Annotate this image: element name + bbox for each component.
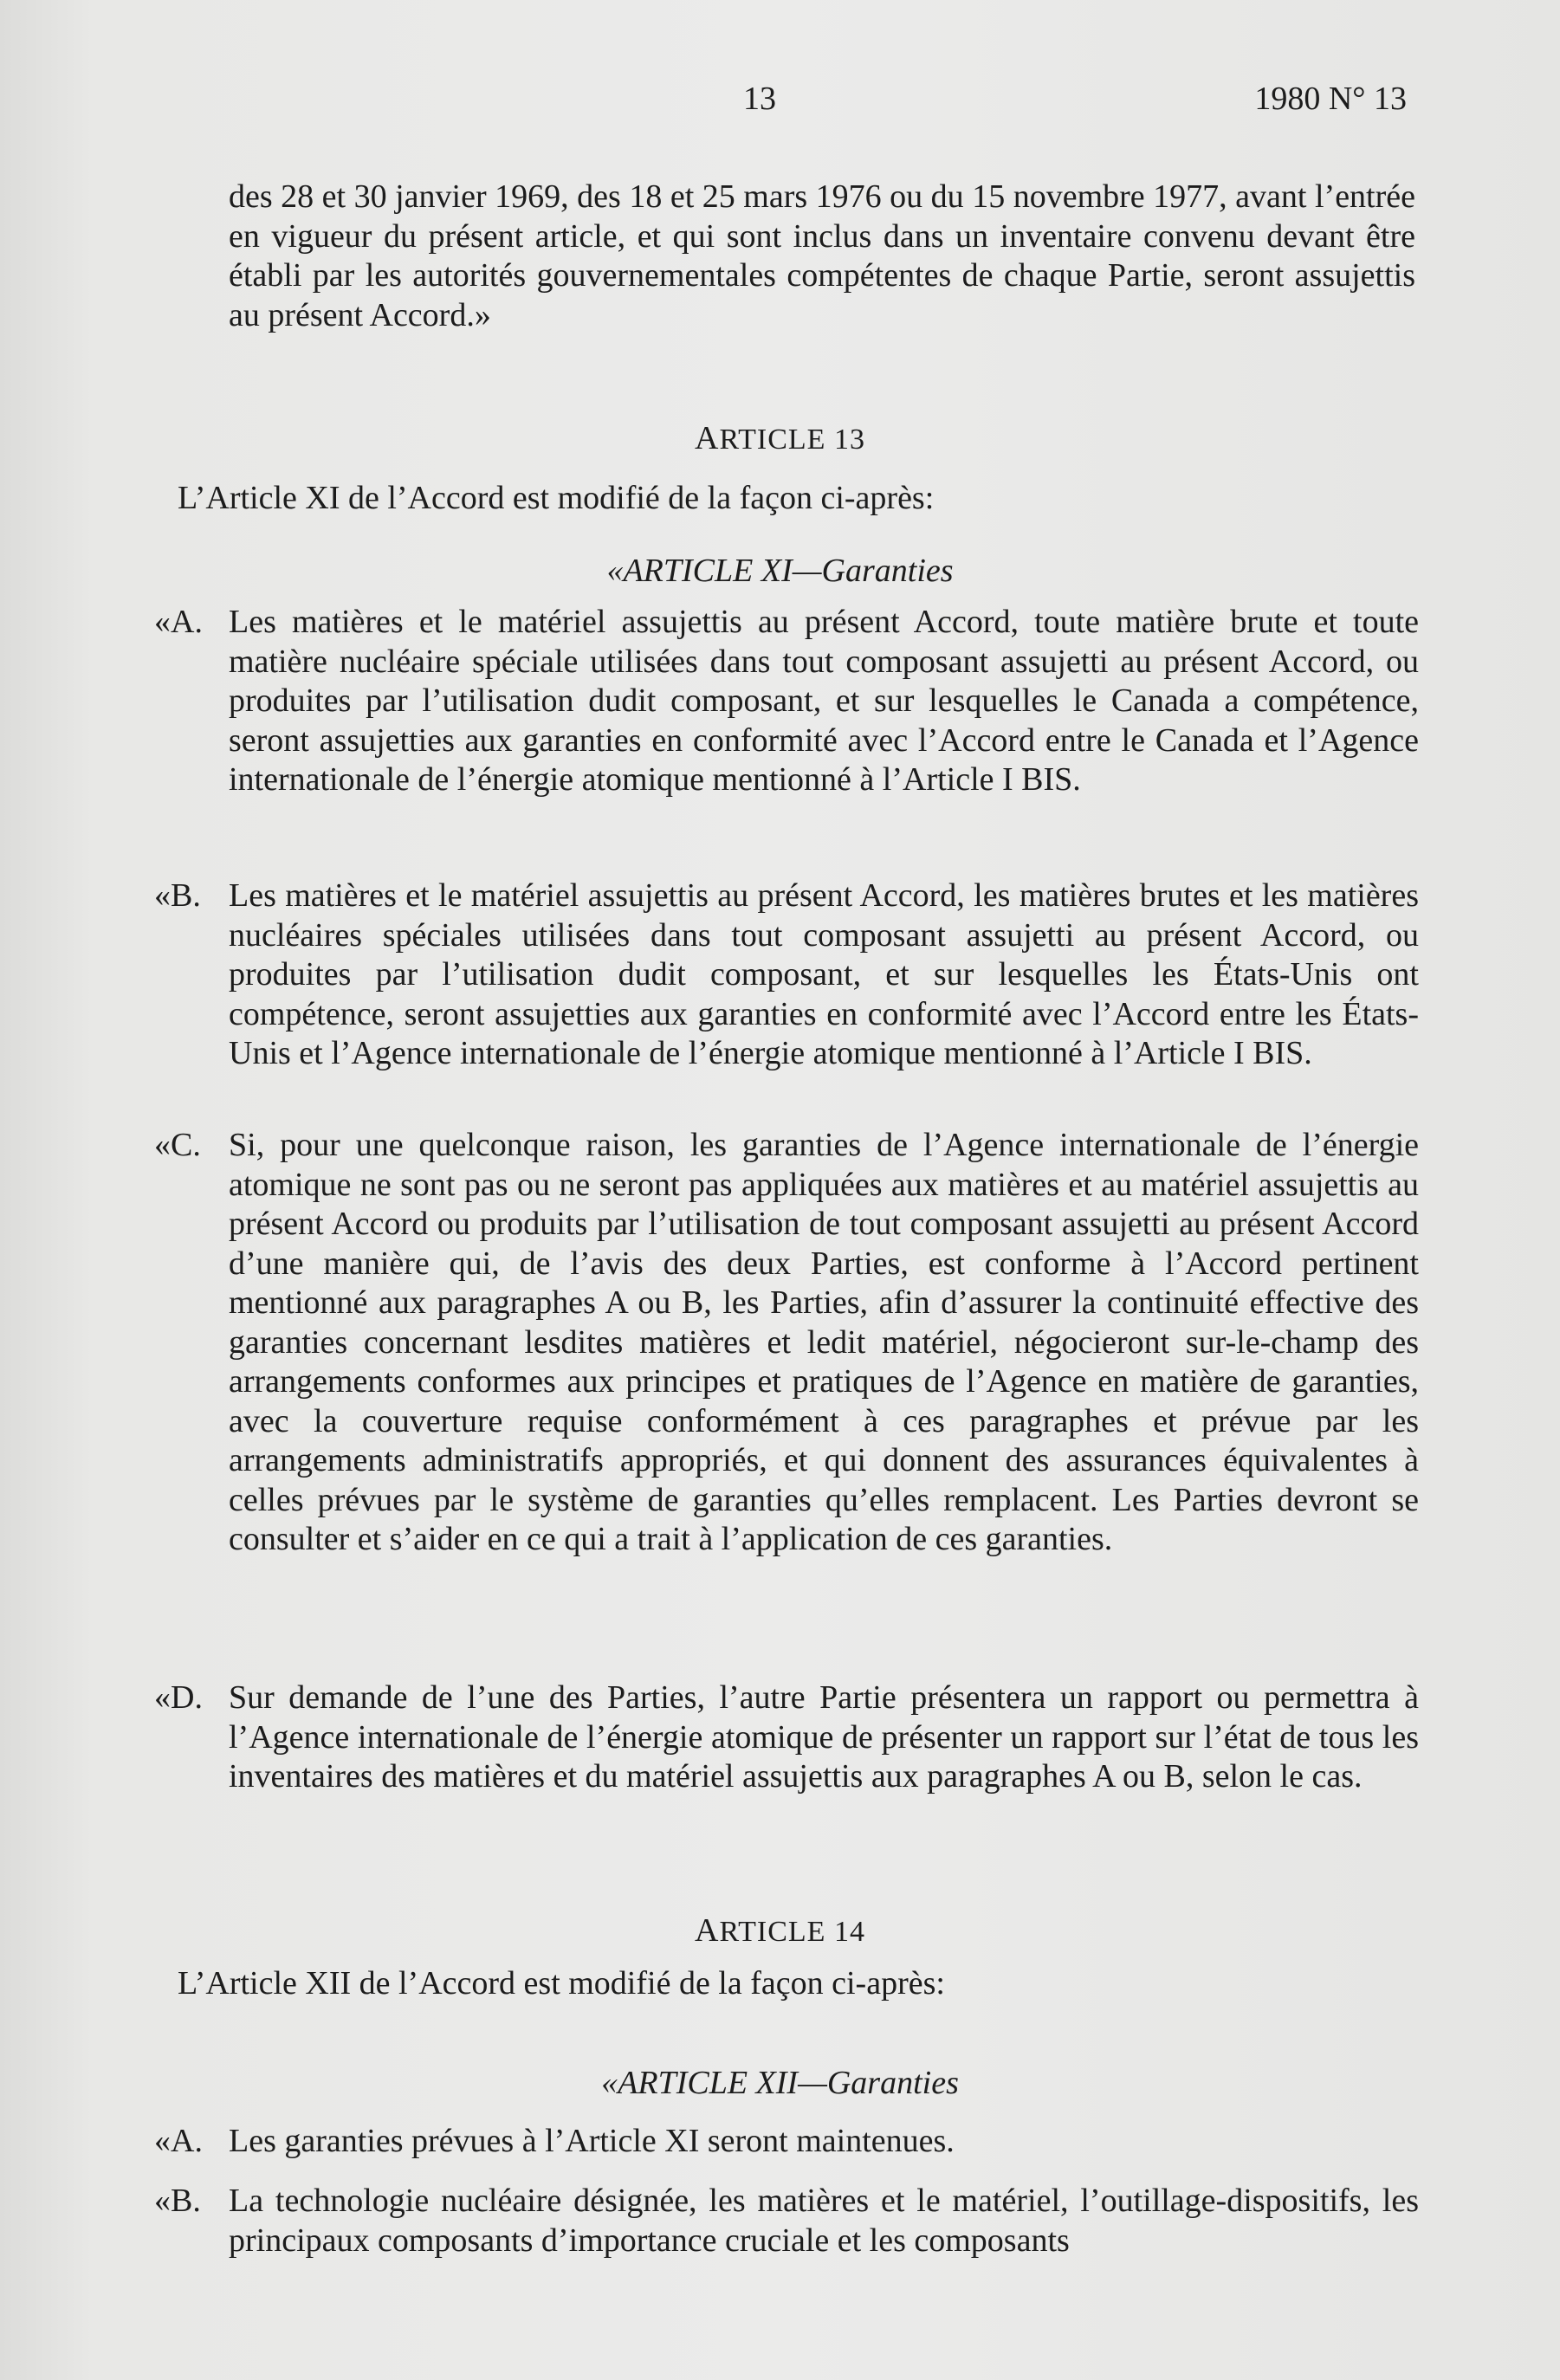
article-13-heading-cap: A — [695, 420, 720, 456]
article-xi-subheading: «ARTICLE XI—Garanties — [606, 553, 954, 589]
article-14-heading — [0, 1911, 1560, 1950]
item-text: Si, pour une quelconque raison, les garanties de l’Agence internationale de l’énergie atomique ne sont pas ou ne seront pas appliquées aux matières et au matériel assujettis au présent Accord ou produits par l’utilisation de tout composant assujetti au présent Accord d’une manière qui, de l’avis des deux Parties, est conforme à l’Accord pertinent mentionné aux paragraphes A ou B, les Parties, afin d’assurer la continuité effective des garanties concernant lesdites matières et ledit matériel, négocieront sur-le-champ des arrangements conformes aux principes et pratiques de l’Agence en matière de garanties, avec la couverture requise conformément à ces paragraphes et prévue par les arrangements administratifs appropriés, et qui donnent des assurances équivalentes à celles prévues par le système de garanties qu’elles remplacent. Les Parties devront se consulter et s’aider en ce qui a trait à l’application de ces garanties. — [229, 1127, 1419, 1557]
page-header — [0, 80, 1560, 132]
article-13-intro: L’Article XI de l’Accord est modifié de la façon ci-après: — [178, 480, 935, 516]
item-mark: «A. — [154, 604, 203, 640]
article-14-intro: L’Article XII de l’Accord est modifié de la façon ci-après: — [178, 1965, 945, 2002]
article-xi-item-b — [154, 876, 1419, 1074]
item-text: La technologie nucléaire désignée, les matières et le matériel, l’outillage-dispositifs, les principaux composants d’importance cruciale et les composants — [229, 2183, 1419, 2259]
article-xii-item-b — [154, 2182, 1419, 2260]
item-mark: «D. — [154, 1679, 203, 1716]
article-13-heading — [0, 419, 1560, 457]
article-xii-subheading: «ARTICLE XII—Garanties — [601, 2065, 959, 2101]
article-xii-item-a — [154, 2122, 1419, 2162]
item-text: Les matières et le matériel assujettis au présent Accord, les matières brutes et les matières nucléaires spéciales utilisées dans tout composant assujetti au présent Accord, ou produites par l’utilisation dudit composant, et sur lesquelles les États-Unis ont compétence, seront assujetties aux garanties en conformité avec l’Accord entre les États-Unis et l’Agence internationale de l’énergie atomique mentionné à l’Article I BIS. — [229, 877, 1419, 1071]
article-xi-item-c — [154, 1126, 1419, 1560]
item-text: Les garanties prévues à l’Article XI seront maintenues. — [229, 2123, 955, 2159]
article-14-heading-rest: RTICLE 14 — [719, 1916, 865, 1948]
item-mark: «B. — [154, 2183, 201, 2219]
item-mark: «C. — [154, 1127, 201, 1163]
page-number: 13 — [743, 81, 776, 117]
item-text: Sur demande de l’une des Parties, l’autre Partie présentera un rapport ou permettra à l’Agence internationale de l’énergie atomique de présenter un rapport sur l’état de tous les inventaires des matières et du matériel assujettis aux paragraphes A ou B, selon le cas. — [229, 1679, 1419, 1795]
article-14-heading-cap: A — [695, 1912, 720, 1949]
article-xi-item-d — [154, 1678, 1419, 1797]
item-mark: «A. — [154, 2123, 203, 2159]
article-13-heading-rest: RTICLE 13 — [719, 424, 865, 456]
document-reference: 1980 N° 13 — [1254, 81, 1407, 117]
item-mark: «B. — [154, 877, 201, 914]
article-xi-item-a — [154, 603, 1419, 800]
item-text: Les matières et le matériel assujettis au présent Accord, toute matière brute et toute matière nucléaire spéciale utilisées dans tout composant assujetti au présent Accord, ou produites par l’utilisation dudit composant, et sur lesquelles le Canada a compétence, seront assujetties aux garanties en conformité avec l’Accord entre le Canada et l’Agence internationale de l’énergie atomique mentionné à l’Article I BIS. — [229, 604, 1419, 798]
continuation-paragraph: des 28 et 30 janvier 1969, des 18 et 25 mars 1976 ou du 15 novembre 1977, avant l’entrée en vigueur du présent article, et qui sont inclus dans un inventaire convenu devant être établi par les autorités gouvernementales compétentes de chaque Partie, seront assujettis au présent Accord.» — [229, 178, 1415, 333]
